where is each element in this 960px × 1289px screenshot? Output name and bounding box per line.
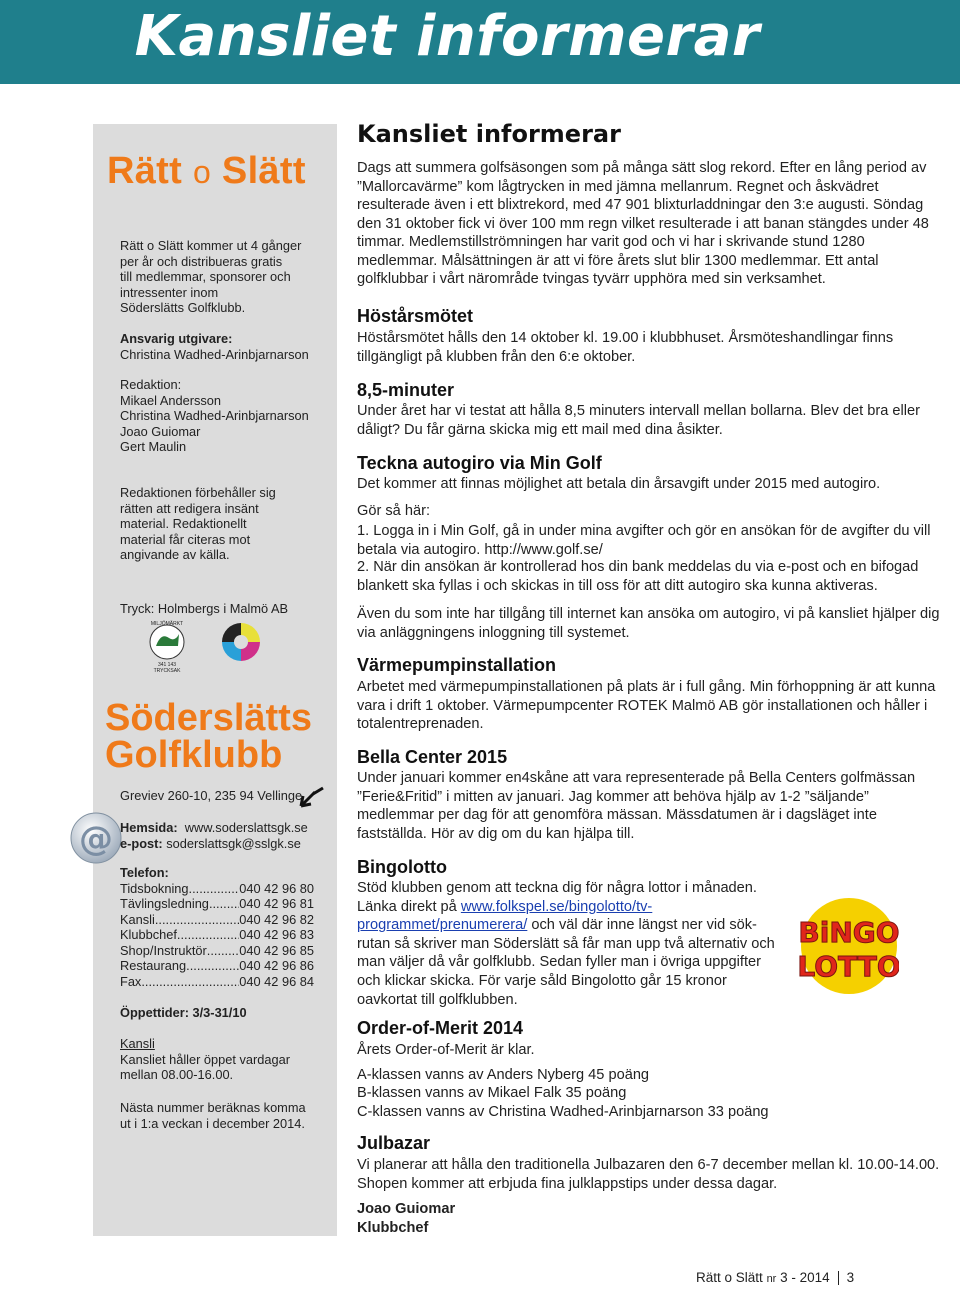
phone-number: 040 42 96 85: [239, 942, 314, 958]
office-label: Kansli: [120, 1036, 155, 1051]
club-name-line2: Golfklubb: [105, 734, 283, 776]
heading-85-minuter: 8,5-minuter: [357, 380, 455, 400]
editor-name: Joao Guiomar: [120, 423, 201, 439]
office-hours: [120, 1036, 290, 1083]
phone-row: [120, 927, 314, 943]
body-bella-center: Under januari kommer en4skåne att vara representerade på Bella Centers golfmässan ”Ferie&Fritid” i mitten av januari. Jag kommer att behöva hjälp av 1-2 ”säljande” medlemmar per dag för att genomföra mässan. Mässdatumen är i dagsläget inte fastställda. Hör av dig om du kan hjälpa till.: [357, 770, 916, 842]
page-number: 3: [846, 1270, 855, 1285]
disclaimer-line: Redaktionen förbehåller sig: [120, 485, 276, 500]
heading-hostarsmotet: Höstårsmötet: [357, 306, 474, 326]
ecolabel-logos: [145, 620, 285, 674]
phone-number: 040 42 96 80: [239, 880, 314, 896]
order-of-merit-line: C-klassen vanns av Christina Wadhed-Arinbjarnarson 33 poäng: [357, 1103, 769, 1120]
phone-name: Kansli: [120, 911, 155, 927]
magazine-title-a: Rätt: [107, 150, 183, 192]
phone-number: 040 42 96 81: [239, 896, 314, 911]
intro-line: Söderslätts Golfklubb.: [120, 300, 246, 315]
banner-title: Kansliet informerar: [134, 4, 760, 69]
heading-bingolotto: Bingolotto: [357, 857, 447, 877]
article-title: Kansliet informerar: [357, 120, 621, 148]
heading-varmepump: Värmepumpinstallation: [357, 655, 557, 675]
heading-order-of-merit: Order-of-Merit 2014: [357, 1018, 524, 1038]
phone-row: [120, 881, 314, 897]
body-order-of-merit: [357, 1041, 947, 1121]
phone-row: [120, 974, 314, 990]
intro-line: per år och distribueras gratis: [120, 253, 283, 269]
ecolabel-number: 341 143: [157, 662, 177, 668]
address: Greviev 260-10, 235 94 Vellinge: [120, 788, 303, 803]
phone-name: Restaurang: [120, 958, 187, 973]
phone-number: 040 42 96 84: [239, 973, 314, 989]
phone-label: Telefon:: [120, 865, 169, 880]
page-footer: [696, 1270, 854, 1285]
phone-row: [120, 896, 314, 912]
editors-label: Redaktion:: [120, 377, 182, 392]
next-issue: [120, 1100, 306, 1131]
club-name-line1: Söderslätts: [105, 697, 312, 739]
body-85-minuter: Under året har vi testat att hålla 8,5 minuters intervall mellan bollarna. Blev det bra eller dåligt? Du får gärna skicka mig ett mail med dina åsikter.: [357, 403, 920, 438]
print-color-wheel-icon: [222, 623, 260, 661]
footer-issue-prefix: nr: [766, 1273, 777, 1285]
next-issue-line: ut i 1:a veckan i december 2014.: [120, 1115, 305, 1131]
disclaimer-line: rätten att redigera insänt: [120, 500, 259, 516]
bingolotto-logo-line2: LOTTO: [799, 950, 899, 983]
editors-block: [120, 377, 309, 455]
editor-name: Gert Maulin: [120, 439, 187, 454]
body-autogiro-intro: Det kommer att finnas möjlighet att betala din årsavgift under 2015 med autogiro.: [357, 476, 881, 492]
contact-web: [120, 820, 308, 851]
footer-magazine: Rätt o Slätt: [696, 1270, 763, 1285]
disclaimer-text: [120, 485, 276, 563]
body-varmepump: Arbetet med värmepumpinstallationen på plats är i full gång. Min förhoppning är att kunna vara i drift 1 oktober. Värmepumpcenter ROTEK Malmö AB gör installationen och håller i totalentreprenaden.: [357, 679, 936, 733]
body-autogiro-step2: 2. När din ansökan är kontrollerad hos din bank meddelas du via e-post och en bifogad blankett ska fyllas i och skickas in till oss för att ditt autogiro ska kunna aktiveras.: [357, 559, 919, 594]
intro-line: intressenter inom: [120, 284, 219, 300]
phone-number: 040 42 96 83: [239, 927, 314, 942]
office-hours-line: Kansliet håller öppet vardagar: [120, 1051, 291, 1067]
article-lead: Dags att summera golfsäsongen som på många sätt slog rekord. Efter en lång period av ”Mallorcavärme” kom lågtrycken in med jämna mellanrum. Regnet och åskvädret resulterade även i ett blixtrekord, med 47 901 blixturladdningar den 3:e augusti. Söndag den 31 oktober fick vi över 100 mm regn vilket resulterade i att banan stängdes under 48 timmar. Medlemstillströmningen har varit god och vi har i skrivande stund 1280 medlemmar. Målsättningen är att vi före årets slut blir 1300 medlemmar. Ett antal golfklubbar i vårt närområde tvingas tyvärr upphöra med sin verksamhet.: [357, 160, 929, 287]
office-hours-line: mellan 08.00-16.00.: [120, 1067, 234, 1082]
bingolotto-logo-art: [799, 890, 899, 1002]
website-label: Hemsida:: [120, 820, 178, 835]
ecolabel-top-text: MILJÖMÄRKT: [150, 621, 184, 627]
editor-name: Christina Wadhed-Arinbjarnarson: [120, 408, 309, 423]
phone-name: Fax: [120, 973, 142, 989]
order-of-merit-line: B-klassen vanns av Mikael Falk 35 poäng: [357, 1085, 627, 1102]
body-autogiro-help: Även du som inte har tillgång till internet kan ansöka om autogiro, vi på kansliet hjälper dig via anläggningens inloggning till systemet.: [357, 606, 940, 641]
swan-ecolabel-icon: [150, 620, 184, 674]
publisher-name: Christina Wadhed-Arinbjarnarson: [120, 346, 309, 362]
phone-row: [120, 943, 314, 959]
body-julbazar: Vi planerar att hålla den traditionella Julbazaren den 6-7 december mellan kl. 10.00-14.00. Shopen kommer att erbjuda fina julklappstips under dessa dagar.: [357, 1157, 940, 1192]
bingolotto-logo: [799, 890, 899, 1002]
magazine-title-o: o: [192, 154, 212, 190]
heading-bella-center: Bella Center 2015: [357, 747, 508, 767]
phone-number: 040 42 96 86: [239, 958, 314, 973]
email-link[interactable]: soderslattsgk@sslgk.se: [166, 835, 301, 851]
bingolotto-text-a: Stöd klubben genom att teckna dig för några lottor i månaden. Länka direkt på: [357, 880, 757, 915]
email-label: e-post:: [120, 835, 163, 851]
order-of-merit-line: A-klassen vanns av Anders Nyberg 45 poäng: [357, 1066, 650, 1083]
magazine-title: [107, 150, 306, 193]
disclaimer-line: material får citeras mot: [120, 531, 251, 547]
phone-row: [120, 958, 314, 974]
phone-number: 040 42 96 82: [239, 911, 314, 927]
sidebar: [79, 124, 337, 1236]
signature: [357, 1200, 947, 1237]
signature-title: Klubbchef: [357, 1219, 429, 1236]
header-banner: [0, 0, 960, 84]
body-autogiro-step1: 1. Logga in i Min Golf, gå in under mina avgifter och gör en ansökan för de avgifter du vill betala via autogiro. http://www.golf.se/: [357, 523, 931, 558]
phone-row: [120, 912, 314, 928]
heading-julbazar: Julbazar: [357, 1133, 431, 1153]
opening-hours-label: Öppettider: 3/3-31/10: [120, 1005, 247, 1020]
intro-line: Rätt o Slätt kommer ut 4 gånger: [120, 238, 302, 253]
print-info: Tryck: Holmbergs i Malmö AB: [120, 601, 289, 616]
phone-name: Klubbchef: [120, 927, 177, 942]
disclaimer-line: material. Redaktionellt: [120, 516, 247, 531]
publisher-block: [120, 331, 309, 362]
next-issue-line: Nästa nummer beräknas komma: [120, 1100, 306, 1115]
intro-line: till medlemmar, sponsorer och: [120, 269, 291, 284]
body-autogiro-howto: Gör så här:: [357, 503, 430, 519]
intro-text: [120, 238, 301, 316]
editor-name: Mikael Andersson: [120, 392, 222, 408]
phone-name: Tidsbokning: [120, 880, 189, 896]
bingolotto-logo-line1: BiNGO: [799, 916, 899, 949]
ecolabel-bottom-text: TRYCKSAK: [153, 668, 181, 674]
body-bingolotto: [357, 879, 782, 1009]
heading-autogiro: Teckna autogiro via Min Golf: [357, 453, 602, 473]
body-hostarsmotet: Höstårsmötet hålls den 14 oktober kl. 19.00 i klubbhuset. Årsmöteshandlingar finns tillgängligt på klubben från den 6:e oktober.: [357, 330, 894, 365]
bingolotto-text-b: och väl där inne längst ner vid sök-rutan så skriver man Söderslätt så får man upp två alternativ och man väljer då vår golfklubb. Sedan fyller man i övriga uppgifter och klickar skicka. För varje såld Bingolotto går 15 kronor oavkortat till golfklubben.: [357, 917, 775, 1008]
phone-name: Tävlingsledning: [120, 896, 209, 911]
disclaimer-line: angivande av källa.: [120, 547, 230, 562]
order-of-merit-line: Årets Order-of-Merit är klar.: [357, 1042, 535, 1058]
opening-hours: [120, 1005, 247, 1021]
magazine-title-b: Slätt: [221, 150, 306, 192]
website-link[interactable]: www.soderslattsgk.se: [184, 820, 308, 835]
svg-text:@: @: [79, 819, 113, 859]
club-name: [105, 697, 312, 776]
publisher-label: Ansvarig utgivare:: [120, 331, 233, 346]
bingolotto-link[interactable]: www.folkspel.se/bingolotto/tv-programmet/prenumerera/: [357, 898, 653, 934]
arrow-pointer-icon: [299, 786, 325, 808]
phone-name: Shop/Instruktör: [120, 942, 207, 958]
footer-issue: 3 - 2014: [780, 1270, 830, 1285]
signature-name: Joao Guiomar: [357, 1201, 456, 1217]
phone-block: [120, 865, 314, 989]
